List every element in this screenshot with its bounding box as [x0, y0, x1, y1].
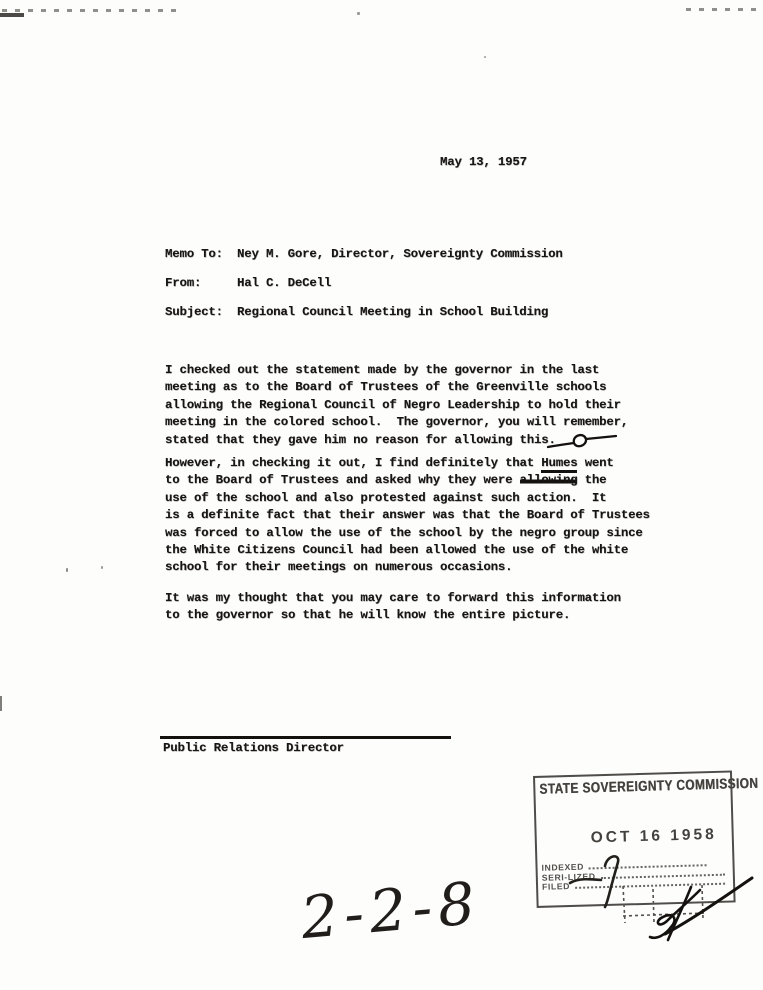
signature-rule	[160, 736, 451, 739]
paragraph-2	[165, 455, 685, 577]
body-line	[165, 455, 685, 472]
memo-body	[165, 362, 685, 624]
memo-from-label: From:	[165, 276, 202, 290]
handwritten-initials-loop	[650, 887, 700, 940]
memo-from-value: Hal C. DeCell	[237, 276, 332, 290]
handwritten-seven-mark	[570, 856, 618, 907]
body-line: meeting as to the Board of Trustees of the Greenville schools	[165, 380, 607, 395]
line-segment: However, in checking it out, I find definitely that	[165, 455, 542, 470]
scan-artifact-blob	[0, 13, 24, 17]
handwritten-underlined-word: Humes	[541, 456, 577, 473]
scan-artifact-dashes-right	[686, 8, 763, 11]
scan-artifact-speck	[484, 56, 486, 58]
memo-date: May 13, 1957	[440, 155, 527, 169]
body-line: was forced to allow the use of the school by the negro group since	[165, 525, 643, 540]
body-line: stated that they gave him no reason for allowing this.	[165, 432, 556, 447]
memo-header	[165, 246, 563, 321]
body-line: is a definite fact that their answer was that the Board of Trustees	[165, 508, 650, 523]
body-line: use of the school and also protested against such action. It	[165, 490, 607, 505]
stamp-date: OCT 16 1958	[590, 825, 718, 847]
handwritten-code-mark	[295, 858, 530, 968]
stamp-title: STATE SOVEREIGNTY COMMISSION	[539, 775, 759, 798]
scan-artifact-edge-mark	[0, 696, 7, 711]
signature-title: Public Relations Director	[163, 741, 344, 755]
memo-subject-value: Regional Council Meeting in School Building	[237, 305, 549, 319]
handwritten-struck-word: allowing	[519, 473, 578, 488]
body-line: meeting in the colored school. The governor, you will remember,	[165, 415, 629, 430]
line-segment: went	[577, 455, 614, 470]
scan-artifact-dashes-left	[2, 9, 180, 12]
memo-from-row	[165, 275, 563, 292]
stamp-row-label: INDEXED	[541, 862, 585, 874]
body-line: allowing the Regional Council of Negro Leadership to hold their	[165, 397, 621, 412]
paragraph-3	[165, 590, 685, 625]
body-line: the White Citizens Council had been allowed the use of the white	[165, 542, 629, 557]
stamp-row-label: FILED	[541, 881, 571, 892]
handwritten-diagonal-stroke	[665, 878, 752, 934]
handwritten-phi-mark	[546, 431, 620, 455]
handwritten-stamp-scribbles	[515, 833, 763, 990]
body-line	[165, 472, 685, 489]
body-line: school for their meetings on numerous occasions.	[165, 560, 513, 575]
line-segment: the	[577, 473, 607, 488]
stamp-row-label: SERI-LIZED	[541, 871, 596, 883]
memo-subject-row	[165, 304, 563, 321]
scan-artifact-speck	[66, 568, 68, 572]
body-line: It was my thought that you may care to forward this information	[165, 590, 621, 605]
memo-subject-label: Subject:	[165, 305, 223, 319]
memo-to-row	[165, 246, 563, 263]
memo-to-value: Ney M. Gore, Director, Sovereignty Commission	[237, 247, 563, 261]
line-segment: to the Board of Trustees and asked why they were	[165, 473, 520, 488]
body-line: to the governor so that he will know the entire picture.	[165, 608, 571, 623]
scan-artifact-speck	[357, 12, 360, 15]
body-line: I checked out the statement made by the governor in the last	[165, 363, 600, 377]
memo-to-label: Memo To:	[165, 247, 223, 261]
handwritten-code-text: 2-2-8	[298, 868, 484, 953]
scan-artifact-speck	[101, 566, 103, 569]
